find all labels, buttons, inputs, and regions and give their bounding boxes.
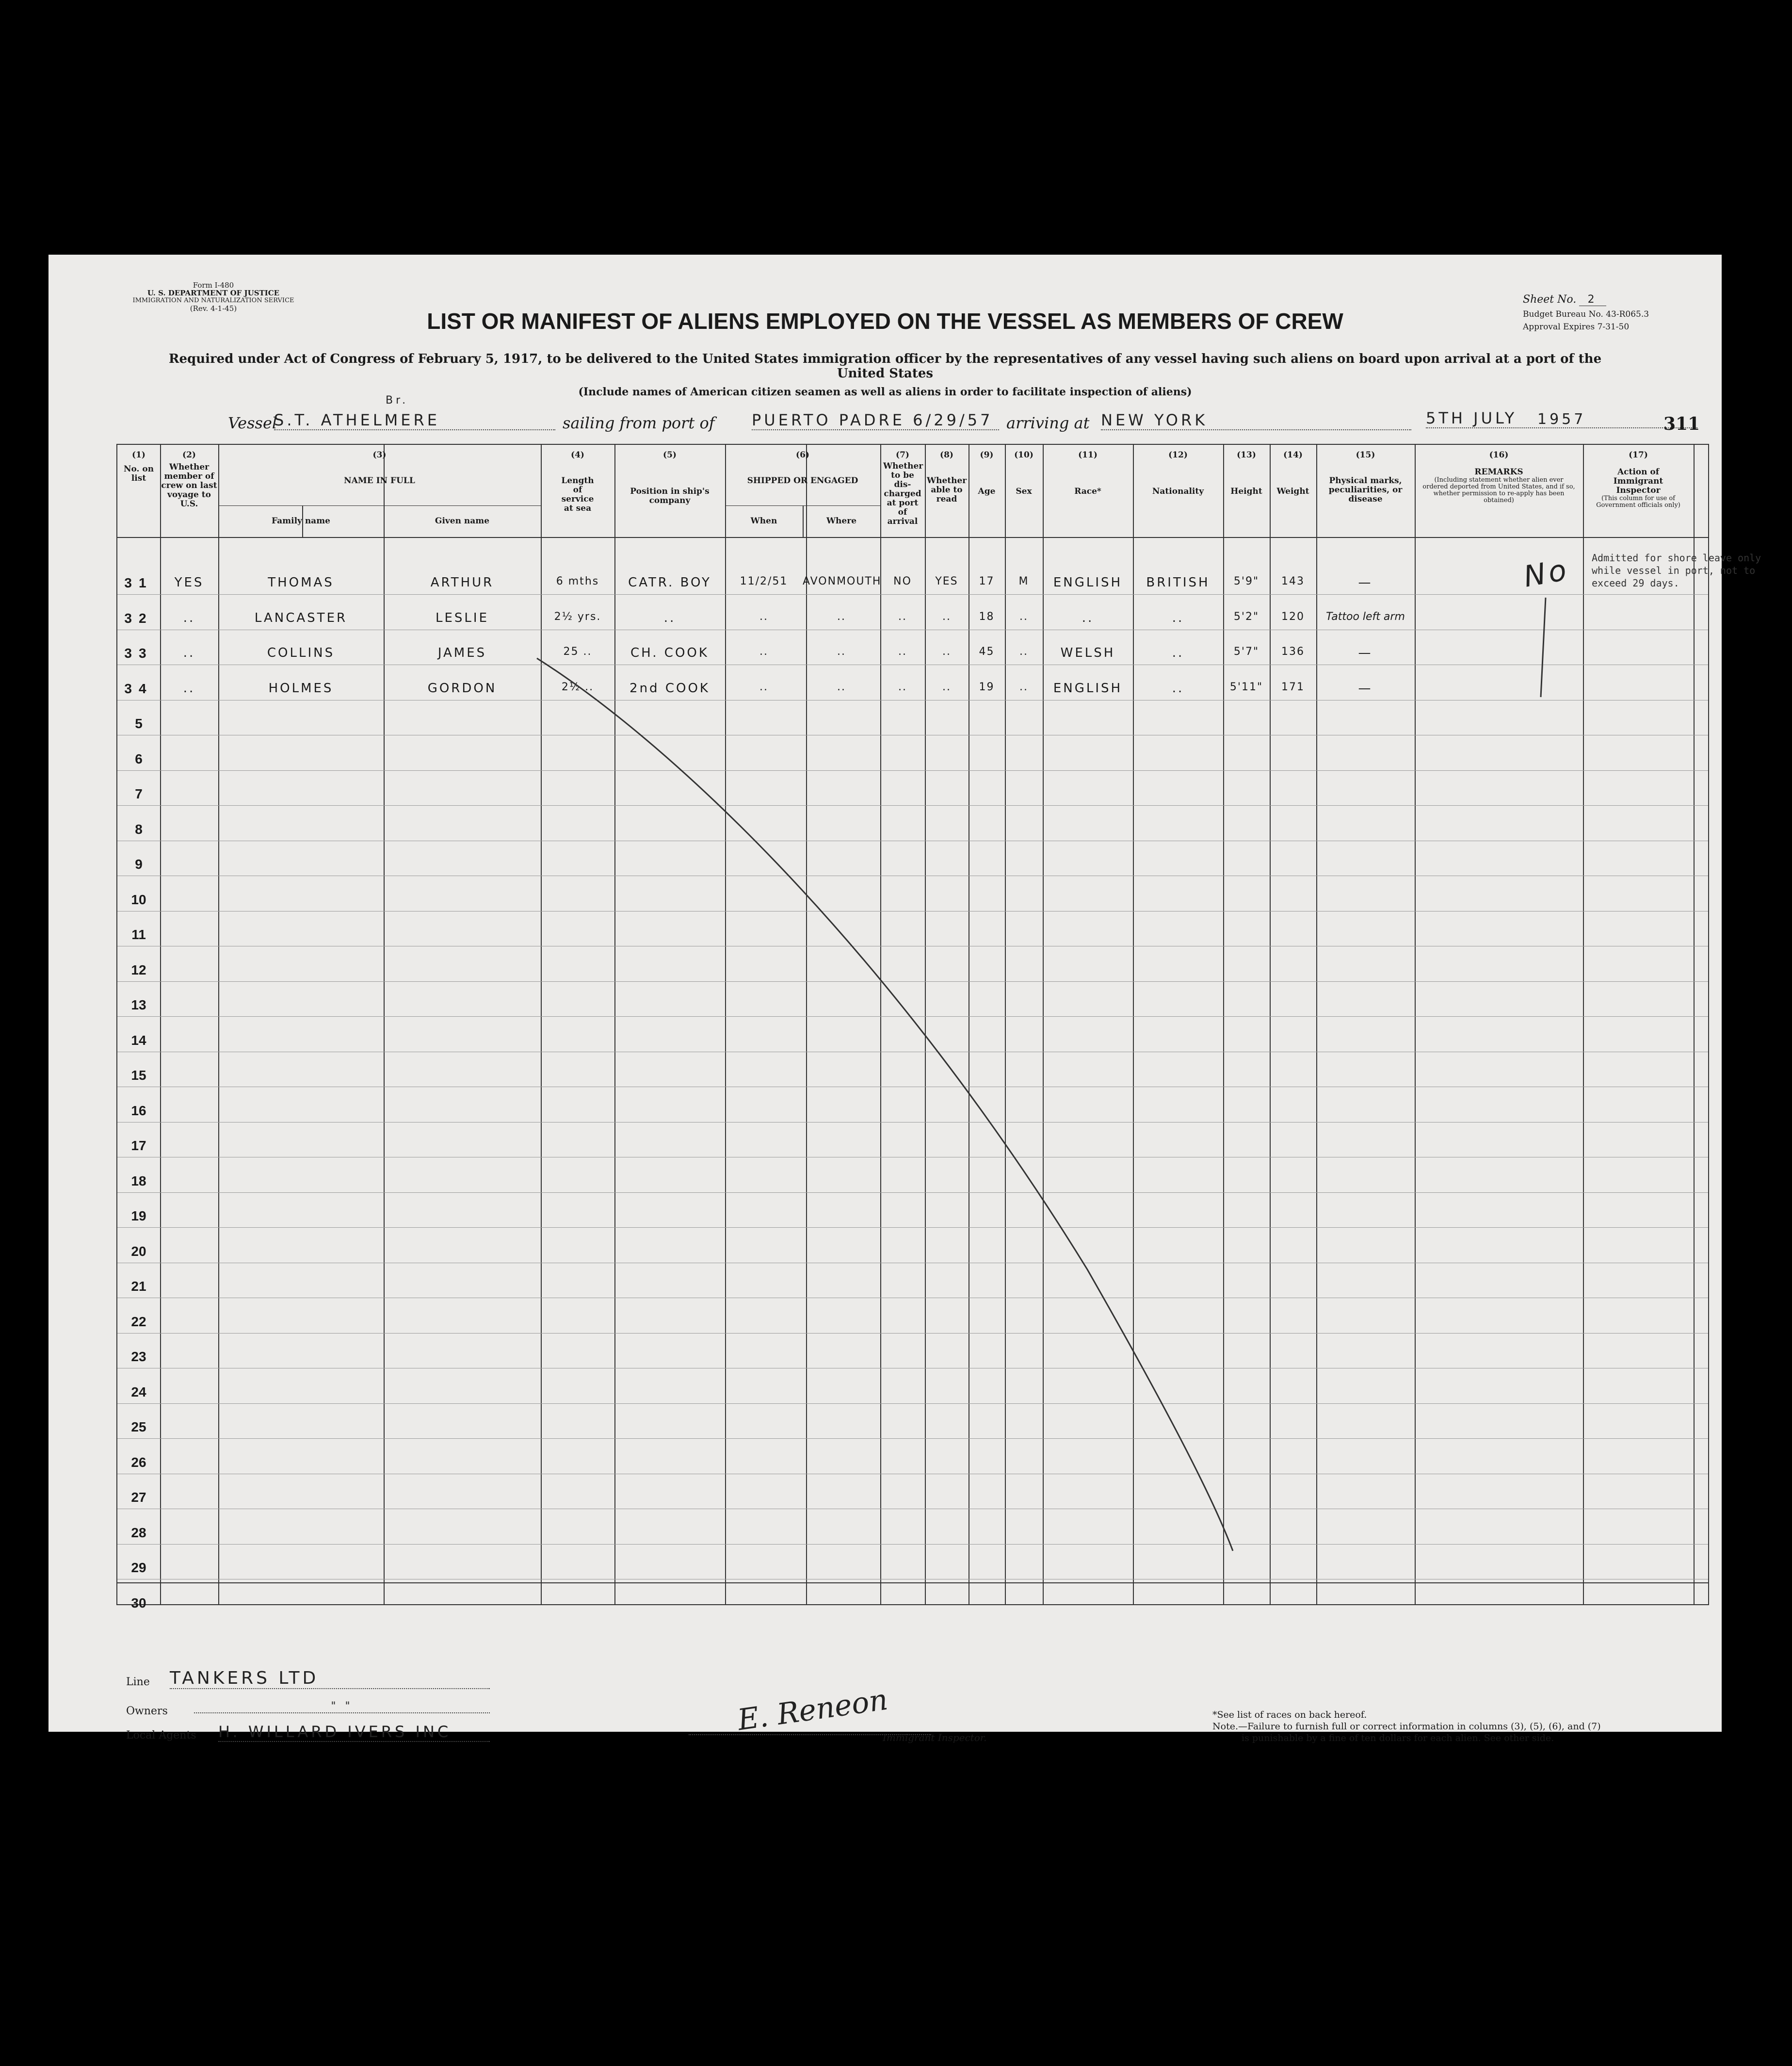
cell-race: ENGLISH (1053, 575, 1123, 590)
sailing-label: sailing from port of (563, 414, 715, 432)
cell-marks: Tattoo left arm (1326, 610, 1405, 623)
cell-where: .. (837, 646, 846, 658)
footer-owners (126, 1700, 514, 1724)
footnote-races: *See list of races on back hereof. (1212, 1709, 1367, 1720)
cell-given: LESLIE (436, 610, 489, 625)
cell-given: JAMES (437, 646, 487, 660)
col-6-header: (6) SHIPPED OR ENGAGED (747, 450, 858, 486)
stamp-line-3: exceed 29 days. (1592, 577, 1679, 589)
cell-nationality: .. (1172, 681, 1184, 696)
row-number: 10 (131, 892, 146, 907)
vessel-annotation: Br. (386, 394, 409, 407)
page-title: LIST OR MANIFEST OF ALIENS EMPLOYED ON THE VESSEL AS MEMBERS OF CREW (427, 309, 1343, 334)
cell-height: 5'9" (1233, 575, 1259, 587)
cell-weight: 171 (1281, 681, 1305, 693)
vessel-line (228, 394, 1700, 438)
approval-expires: Approval Expires 7-31-50 (1523, 322, 1630, 332)
service: IMMIGRATION AND NATURALIZATION SERVICE (132, 297, 294, 304)
manifest-sheet (48, 255, 1761, 1743)
cell-marks: — (1358, 681, 1373, 696)
cell-when: .. (759, 681, 768, 693)
col-17-header: (17) Action of Immigrant Inspector (This column for use of Government officials only) (1596, 450, 1680, 509)
col-8-header: (8) Whether able to read (927, 450, 967, 504)
row-number: 15 (131, 1068, 146, 1083)
cell-prev: .. (183, 681, 195, 696)
cell-where: .. (837, 681, 846, 693)
row-number: 20 (131, 1243, 146, 1259)
owners-label: Owners (126, 1705, 168, 1717)
form-number: Form I-480 (193, 281, 234, 290)
row-number: 8 (135, 821, 143, 837)
year-value: 1957 (1537, 411, 1586, 428)
cell-height: 5'2" (1233, 610, 1259, 623)
cell-read: .. (942, 610, 951, 623)
cell-read: YES (935, 575, 958, 587)
diagonal-strike (537, 658, 1233, 1551)
cell-position: CH. COOK (630, 646, 709, 660)
cell-race: WELSH (1060, 646, 1115, 660)
stamp-number: 311 (1663, 414, 1700, 434)
cell-given: GORDON (427, 681, 497, 696)
cell-age: 45 (979, 646, 995, 658)
row-number: 25 (131, 1419, 146, 1434)
cell-position: 2nd COOK (630, 681, 710, 696)
row-number: 31 (124, 575, 153, 590)
agents-value: H. WILLARD IVERS INC (218, 1723, 490, 1742)
arriving-label: arriving at (1006, 414, 1090, 432)
row-number: 11 (131, 927, 146, 942)
note: (Include names of American citizen seamen as well as aliens in order to facilitate inspection of aliens) (578, 386, 1192, 398)
cell-race: ENGLISH (1053, 681, 1123, 696)
col-3-header: (3) NAME IN FULL (344, 450, 415, 486)
cell-nationality: .. (1172, 610, 1184, 625)
cell-height: 5'11" (1229, 681, 1263, 693)
row-number: 7 (135, 786, 143, 801)
row-number: 16 (131, 1103, 146, 1118)
row-number: 14 (131, 1032, 146, 1048)
col-16-header: (16) REMARKS (Including statement whether alien ever ordered deported from United States, and if so, whether permission to re-apply has been obtained) (1422, 450, 1575, 504)
cell-sex: M (1018, 575, 1029, 587)
vertical-strike (1541, 598, 1546, 697)
vessel-value: S.T. ATHELMERE (274, 411, 555, 430)
inspector-label: Immigrant Inspector. (883, 1732, 987, 1743)
row-number: 34 (124, 681, 153, 696)
cell-where: .. (837, 610, 846, 623)
col-7-header: (7) Whether to be dis-charged at port of arrival (883, 450, 923, 526)
line-label: Line (126, 1676, 150, 1688)
cell-given: ARTHUR (430, 575, 494, 590)
footer-line (126, 1668, 514, 1695)
row-number: 12 (131, 962, 146, 977)
cell-discharged: .. (898, 610, 907, 623)
cell-read: .. (942, 646, 951, 658)
cell-when: 11/2/51 (740, 575, 788, 587)
row-number: 32 (124, 610, 153, 626)
cell-prev: YES (174, 575, 204, 590)
cell-age: 17 (979, 575, 995, 587)
department: U. S. DEPARTMENT OF JUSTICE (147, 289, 280, 297)
cell-when: .. (759, 646, 768, 658)
arriving-value: NEW YORK (1101, 411, 1411, 430)
footer-agents (126, 1723, 563, 1749)
col-4-header: (4) Length of service at sea (561, 450, 594, 513)
cell-service: 6 mths (556, 575, 599, 587)
sheet-value: 2 (1579, 293, 1606, 306)
cell-height: 5'7" (1233, 646, 1259, 658)
footnotes (1212, 1709, 1649, 1744)
cell-weight: 120 (1281, 610, 1305, 623)
row-number: 33 (124, 646, 153, 661)
col-3a-header: Family name (271, 516, 331, 526)
row-number: 30 (131, 1595, 146, 1611)
col-15-header: (15) Physical marks, peculiarities, or disease (1328, 450, 1403, 504)
cell-read: .. (942, 681, 951, 693)
cell-race: .. (1082, 610, 1094, 625)
revision: (Rev. 4-1-45) (190, 304, 237, 313)
row-number: 24 (131, 1384, 146, 1399)
cell-family: COLLINS (267, 646, 335, 660)
cell-service: 2½ yrs. (554, 610, 601, 623)
row-number: 22 (131, 1314, 146, 1329)
date-value: 5TH JULY (1426, 409, 1697, 428)
col-13-header: (13) Height (1230, 450, 1262, 496)
subtitle: Required under Act of Congress of February 5, 1917, to be delivered to the United States immigration officer by the representatives of any vessel having such aliens on board upon arrival at a port of the United States (168, 352, 1602, 381)
cell-family: LANCASTER (254, 610, 348, 625)
crew-table (116, 444, 1761, 1611)
row-number: 27 (131, 1490, 146, 1505)
cell-prev: .. (183, 610, 195, 625)
cell-service: 2½ .. (561, 681, 594, 693)
cell-family: THOMAS (268, 575, 334, 590)
sheet-number (1523, 293, 1688, 306)
line-value: TANKERS LTD (170, 1668, 490, 1689)
row-number: 26 (131, 1454, 146, 1470)
cell-where: AVONMOUTH (803, 575, 882, 587)
row-number: 23 (131, 1349, 146, 1364)
cell-position: .. (663, 610, 676, 625)
row-number: 6 (135, 751, 143, 766)
row-number: 21 (131, 1279, 146, 1294)
cell-age: 19 (979, 681, 995, 693)
col-2-header: (2) Whether member of crew on last voyage to U.S. (161, 450, 217, 509)
col-11-header: (11) Race* (1074, 450, 1101, 496)
cell-prev: .. (183, 646, 195, 660)
row-number: 18 (131, 1173, 146, 1188)
vessel-label: Vessel (228, 414, 277, 432)
cell-weight: 136 (1281, 646, 1305, 658)
agents-label: Local Agents (126, 1729, 196, 1741)
cell-sex: .. (1019, 610, 1028, 623)
cell-service: 25 .. (563, 646, 592, 658)
cell-when: .. (759, 610, 768, 623)
cell-family: HOLMES (268, 681, 334, 696)
col-9-header: (9) Age (978, 450, 996, 496)
stamp-line-1: Admitted for shore leave only (1592, 552, 1761, 564)
stamp-line-2: while vessel in port, not to (1592, 565, 1756, 576)
cell-weight: 143 (1281, 575, 1305, 587)
col-14-header: (14) Weight (1276, 450, 1309, 496)
cell-nationality: BRITISH (1146, 575, 1210, 590)
cell-discharged: .. (898, 646, 907, 658)
cell-marks: — (1358, 646, 1373, 660)
cell-discharged: NO (893, 575, 912, 587)
cell-position: CATR. BOY (628, 575, 711, 590)
owners-value: " " (194, 1700, 490, 1713)
row-number: 28 (131, 1525, 146, 1540)
cell-age: 18 (979, 610, 995, 623)
footnote-note: Note.—Failure to furnish full or correct information in columns (3), (5), (6), and (7) (1212, 1721, 1601, 1732)
cell-marks: — (1358, 575, 1373, 590)
cell-sex: .. (1019, 681, 1028, 693)
row-number: 17 (131, 1138, 146, 1153)
row-number: 5 (135, 716, 143, 731)
strike-line (117, 445, 1708, 1604)
footnote-fine: is punishable by a fine of ten dollars for each alien. See other side. (1242, 1733, 1554, 1743)
signature: E. Reneon (735, 1682, 890, 1738)
cell-sex: .. (1019, 646, 1028, 658)
col-6a-header: When (750, 516, 777, 526)
cell-nationality: .. (1172, 646, 1184, 660)
row-number: 9 (135, 857, 143, 872)
row-number: 19 (131, 1208, 146, 1223)
sailing-value: PUERTO PADRE 6/29/57 (752, 411, 999, 430)
col-1-header: (1) No. on list (123, 450, 154, 483)
inspector-mark: No (1521, 553, 1572, 594)
row-number: 29 (131, 1560, 146, 1575)
col-10-header: (10) Sex (1014, 450, 1033, 496)
col-12-header: (12) Nationality (1152, 450, 1204, 496)
col-3b-header: Given name (435, 516, 490, 526)
budget-bureau: Budget Bureau No. 43-R065.3 (1523, 309, 1649, 319)
row-number: 13 (131, 997, 146, 1012)
col-6b-header: Where (826, 516, 857, 526)
col-5-header: (5) Position in ship's company (630, 450, 710, 505)
sheet-label: Sheet No. (1523, 293, 1577, 306)
cell-discharged: .. (898, 681, 907, 693)
